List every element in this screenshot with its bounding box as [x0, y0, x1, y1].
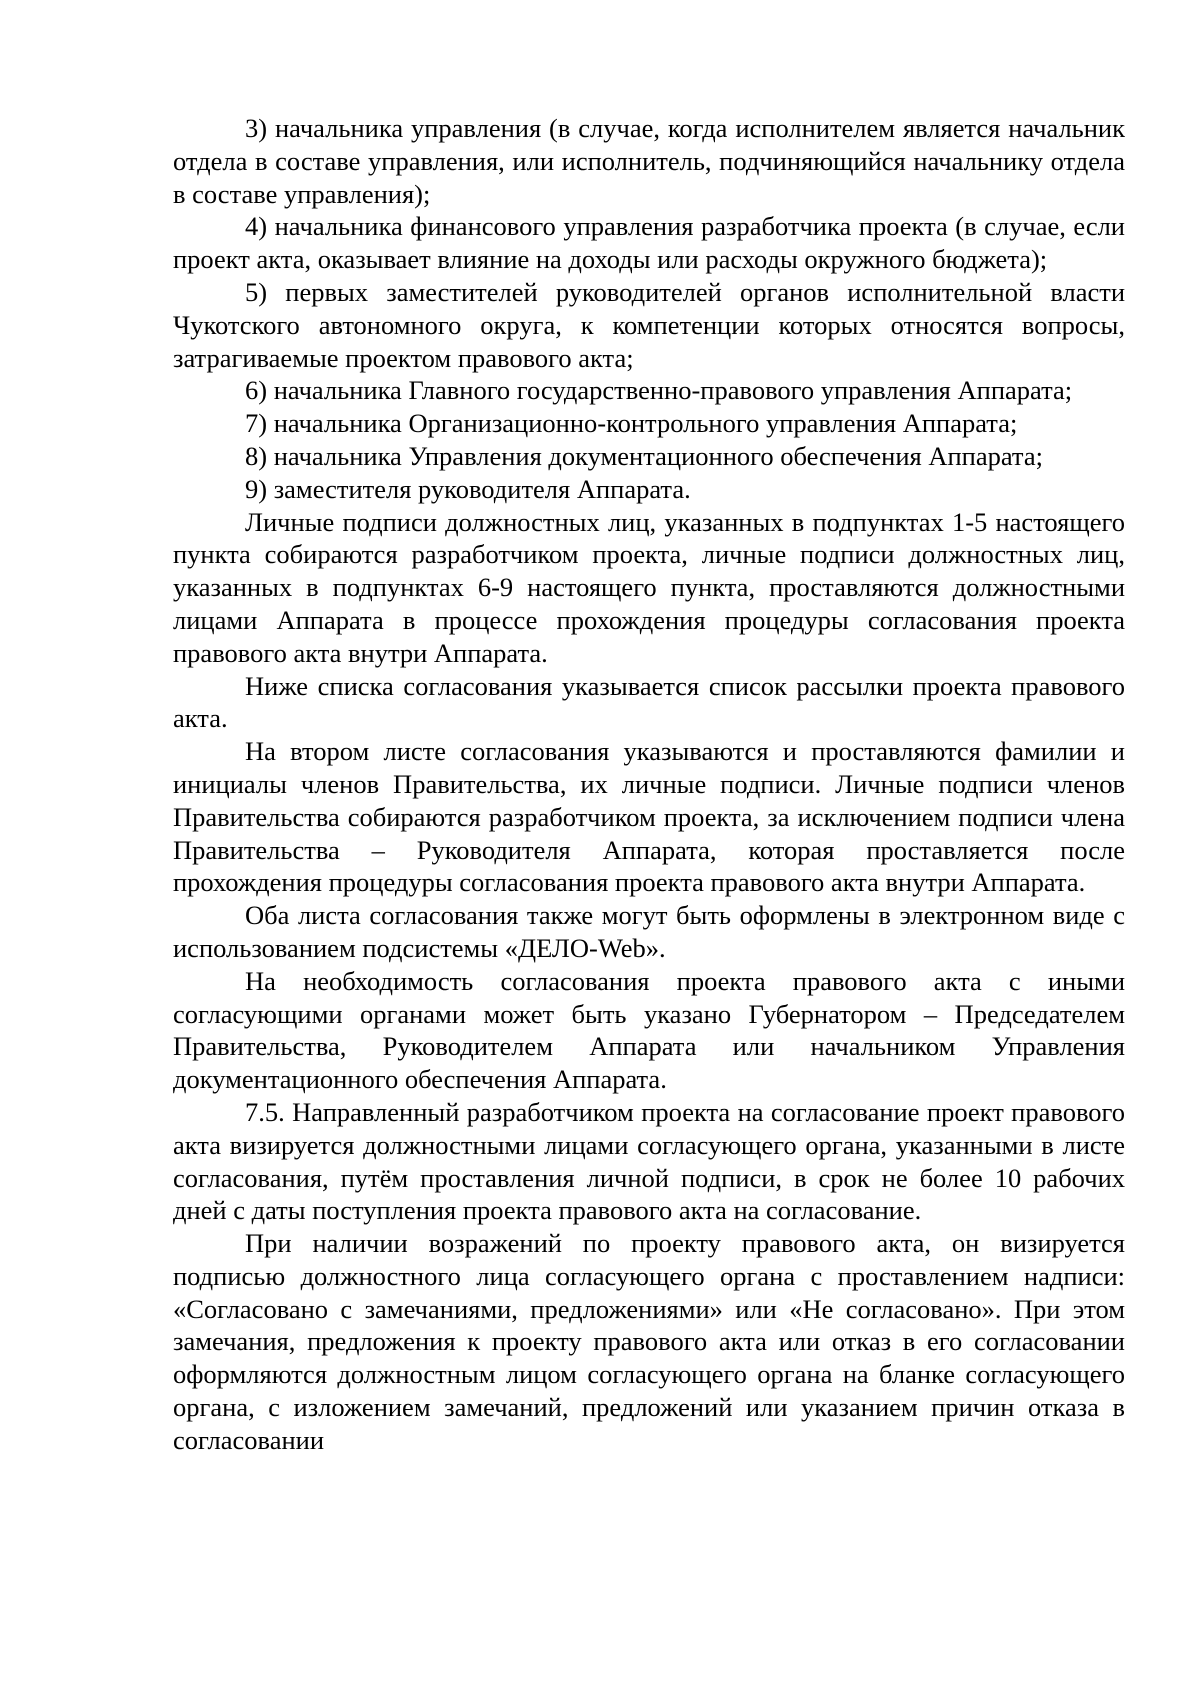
document-body	[173, 112, 1125, 1457]
paragraph-objections: При наличии возражений по проекту правового акта, он визируется подписью должностного лица согласующего органа с проставлением надписи: «Согласовано с замечаниями, предложениями» или «Не согласовано». При этом замечания, предложения к проекту правового акта или отказ в его согласовании оформляются должностным лицом согласующего органа на бланке согласующего органа, с изложением замечаний, предложений или указанием причин отказа в согласовании	[173, 1228, 1125, 1455]
paragraph-item-6: 6) начальника Главного государственно-правового управления Аппарата;	[245, 375, 1073, 406]
paragraph-section-7-5: 7.5. Направленный разработчиком проекта на согласование проект правового акта визируется должностными лицами согласующего органа, указанными в листе согласования, путём проставления личной подписи, в срок не более 10 рабочих дней с даты поступления проекта правового акта на согласование.	[173, 1096, 1125, 1226]
paragraph-item-7: 7) начальника Организационно-контрольного управления Аппарата;	[245, 408, 1018, 439]
paragraph-item-5: 5) первых заместителей руководителей органов исполнительной власти Чукотского автономного округа, к компетенции которых относятся вопросы, затрагиваемые проектом правового акта;	[173, 276, 1125, 373]
paragraph-item-8: 8) начальника Управления документационного обеспечения Аппарата;	[245, 440, 1043, 471]
paragraph-item-4: 4) начальника финансового управления разработчика проекта (в случае, если проект акта, оказывает влияние на доходы или расходы окружного бюджета);	[173, 211, 1125, 275]
paragraph-distribution-list: Ниже списка согласования указывается список рассылки проекта правового акта.	[173, 670, 1125, 734]
paragraph-electronic-form: Оба листа согласования также могут быть оформлены в электронном виде с использованием подсистемы «ДЕЛО-Web».	[173, 900, 1125, 963]
paragraph-other-bodies: На необходимость согласования проекта правового акта с иными согласующими органами может быть указано Губернатором – Председателем Правительства, Руководителем Аппарата или начальником Управления документационного обеспечения Аппарата.	[173, 965, 1125, 1095]
paragraph-second-sheet: На втором листе согласования указываются и проставляются фамилии и инициалы членов Правительства, их личные подписи. Личные подписи членов Правительства собираются разработчиком проекта, за исключением подписи члена Правительства – Руководителя Аппарата, которая проставляется после прохождения процедуры согласования проекта правового акта внутри Аппарата.	[173, 736, 1125, 898]
paragraph-item-3: 3) начальника управления (в случае, когда исполнителем является начальник отдела в составе управления, или исполнитель, подчиняющийся начальнику отдела в составе управления);	[173, 113, 1125, 209]
paragraph-signatures: Личные подписи должностных лиц, указанных в подпунктах 1-5 настоящего пункта собираются разработчиком проекта, личные подписи должностных лиц, указанных в подпунктах 6-9 настоящего пункта, проставляются должностными лицами Аппарата в процессе прохождения процедуры согласования проекта правового акта внутри Аппарата.	[173, 506, 1125, 668]
paragraph-item-9: 9) заместителя руководителя Аппарата.	[245, 473, 691, 504]
